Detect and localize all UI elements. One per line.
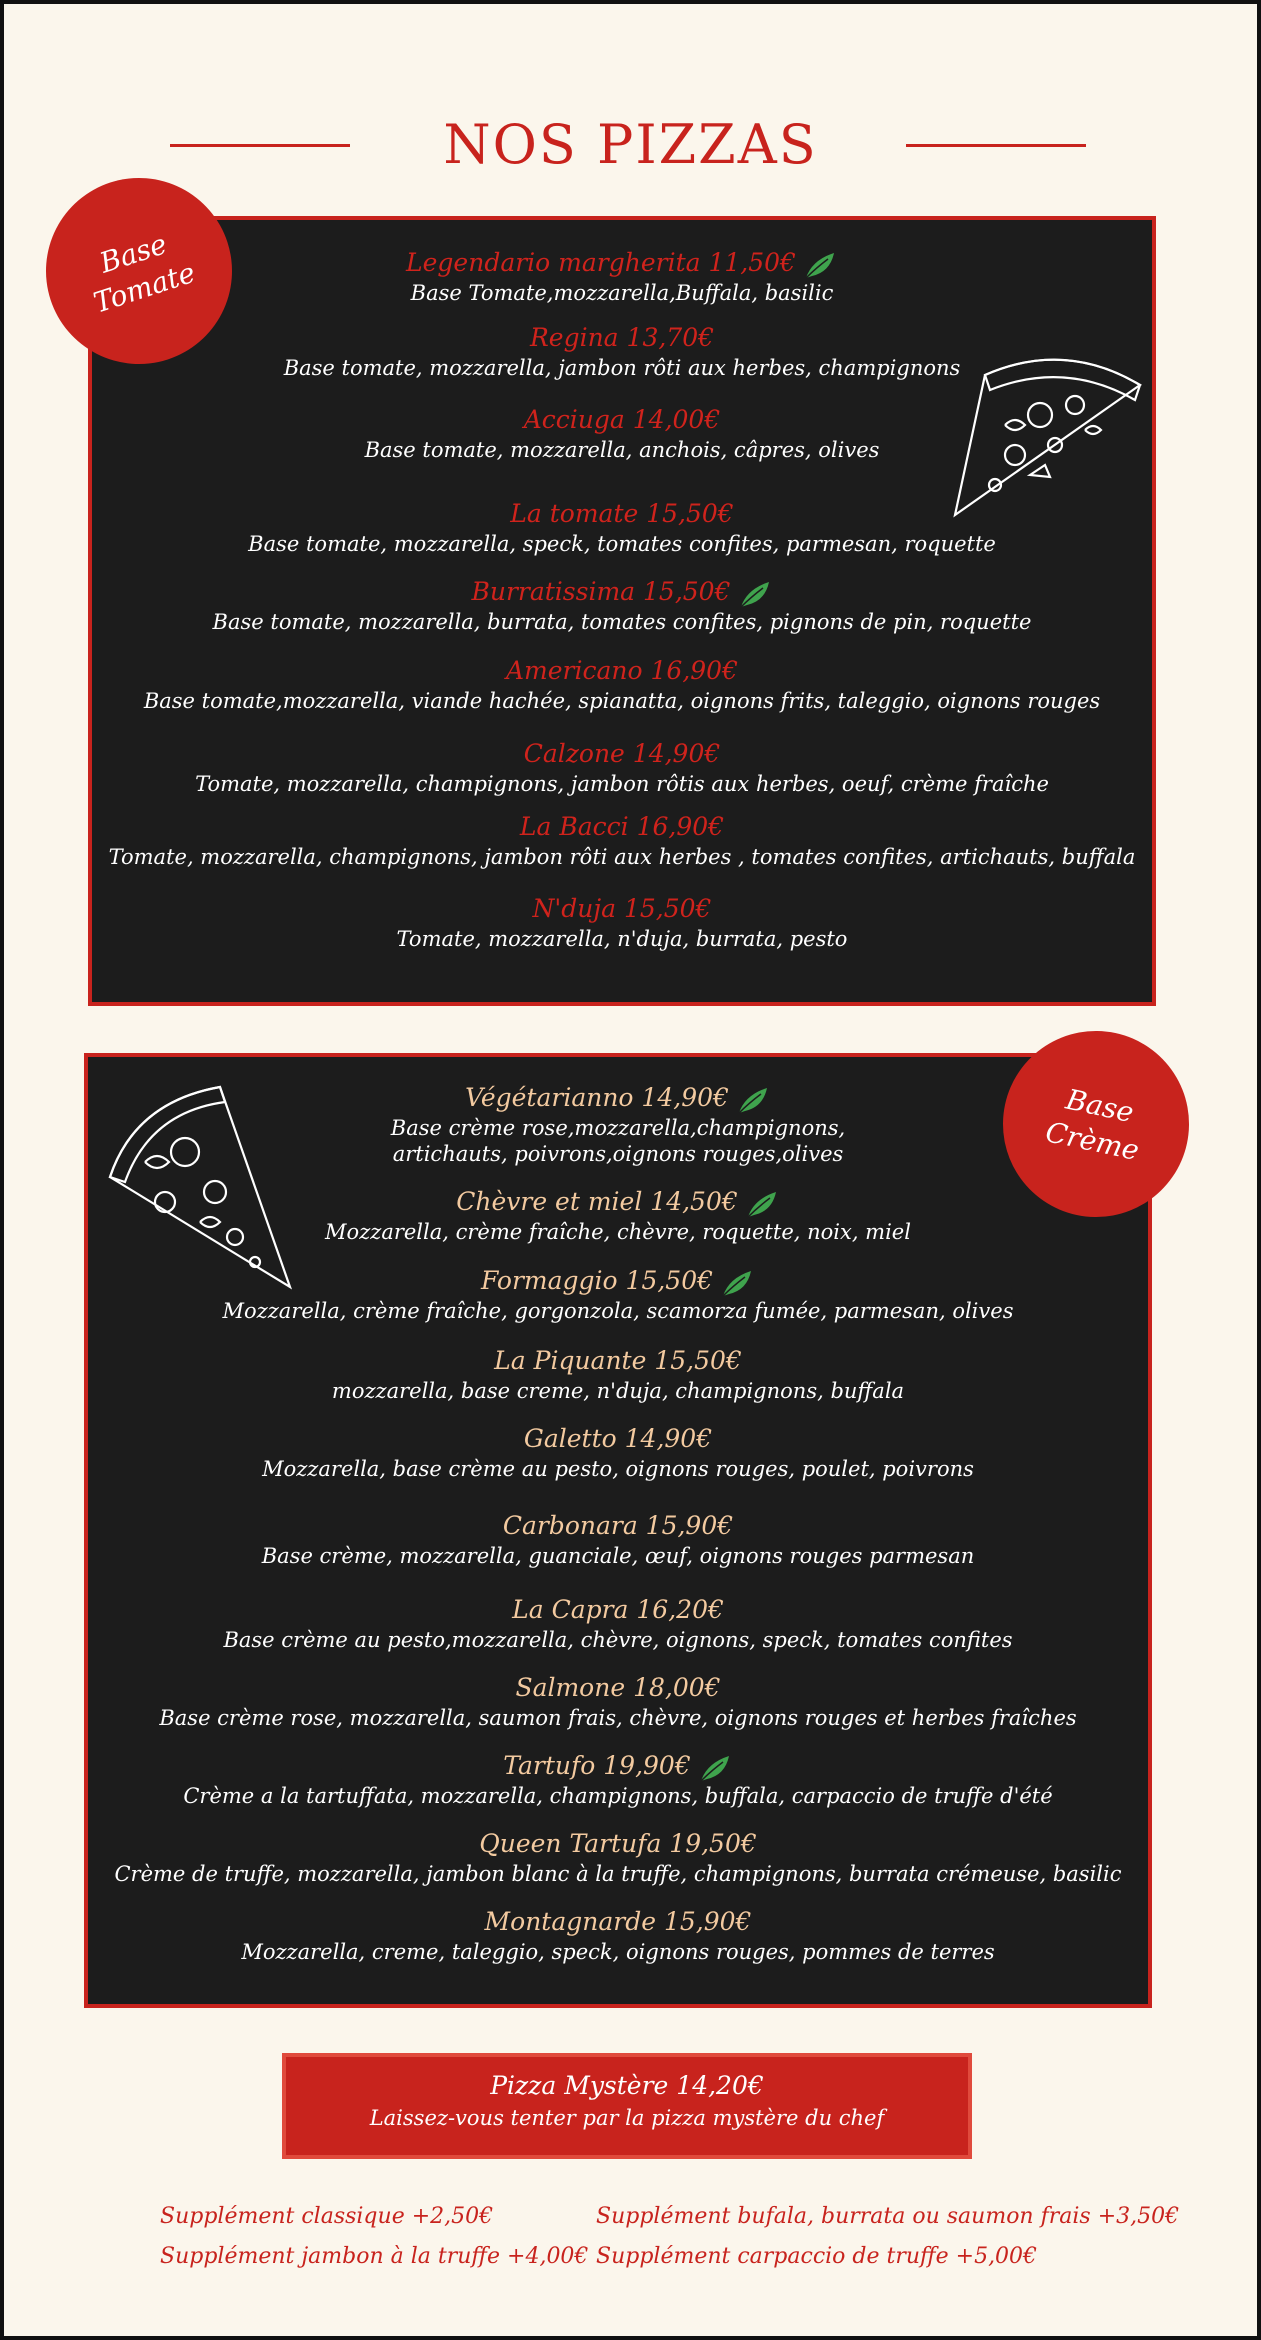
pizza-name <box>92 737 1152 771</box>
pizza-name-text: Acciuga 14,00€ <box>523 405 721 434</box>
panel-base-tomate <box>88 216 1156 1006</box>
title-divider-right <box>906 144 1086 147</box>
pizza-name <box>88 1827 1148 1861</box>
pizza-name <box>88 1344 1148 1378</box>
menu-item <box>92 654 1152 714</box>
pizza-name <box>92 654 1152 688</box>
pizza-description: Mozzarella, creme, taleggio, speck, oignons rouges, pommes de terres <box>241 1940 995 1964</box>
menu-item <box>88 1749 1148 1809</box>
pizza-description: Tomate, mozzarella, champignons, jambon rôti aux herbes , tomates confites, artichauts, buffala <box>108 845 1136 869</box>
pizza-description: Crème de truffe, mozzarella, jambon blanc à la truffe, champignons, burrata crémeuse, basilic <box>114 1862 1122 1886</box>
pizza-name <box>92 892 1152 926</box>
pizza-description: Base crème rose,mozzarella,champignons, artichauts, poivrons,oignons rouges,olives <box>390 1116 846 1166</box>
pizza-description: Mozzarella, crème fraîche, gorgonzola, scamorza fumée, parmesan, olives <box>222 1299 1014 1323</box>
pizza-name <box>88 1905 1148 1939</box>
pizza-description: Mozzarella, crème fraîche, chèvre, roquette, noix, miel <box>325 1220 911 1244</box>
pizza-name-text: La tomate 15,50€ <box>510 499 734 528</box>
supplement-classique: Supplément classique +2,50€ <box>160 2204 494 2229</box>
pizza-description: Base tomate, mozzarella, anchois, câpres, olives <box>364 438 880 462</box>
title-block <box>0 105 1261 185</box>
pizza-name-text: Burratissima 15,50€ <box>471 577 731 606</box>
leaf-icon <box>737 579 773 609</box>
pizza-name-text: Queen Tartufa 19,50€ <box>479 1829 757 1858</box>
pizza-slice-icon <box>945 345 1145 525</box>
menu-item <box>92 892 1152 952</box>
pizza-description: Mozzarella, base crème au pesto, oignons rouges, poulet, poivrons <box>262 1457 974 1481</box>
page-title: NOS PIZZAS <box>443 113 818 176</box>
badge-base-tomate: Base Tomate <box>22 154 256 388</box>
badge-base-creme: Base Crème <box>986 1014 1207 1235</box>
pizza-name <box>88 1422 1148 1456</box>
pizza-name-text: Formaggio 15,50€ <box>480 1266 714 1295</box>
menu-item <box>88 1344 1148 1404</box>
supplement-carpaccio: Supplément carpaccio de truffe +5,00€ <box>596 2244 1038 2269</box>
mystere-name: Pizza Mystère 14,20€ <box>490 2071 764 2100</box>
pizza-name-text: Americano 16,90€ <box>506 656 738 685</box>
pizza-name-text: Regina 13,70€ <box>529 323 715 352</box>
menu-item <box>88 1422 1148 1482</box>
pizza-name <box>88 1509 1148 1543</box>
pizza-name-text: Tartufo 19,90€ <box>503 1751 691 1780</box>
pizza-name-text: La Piquante 15,50€ <box>494 1346 742 1375</box>
pizza-name-text: Végétarianno 14,90€ <box>465 1083 729 1112</box>
leaf-icon <box>802 250 838 280</box>
pizza-description: Base tomate, mozzarella, speck, tomates confites, parmesan, roquette <box>248 532 996 556</box>
pizza-name-text: Montagnarde 15,90€ <box>484 1907 752 1936</box>
pizza-name-text: Galetto 14,90€ <box>523 1424 713 1453</box>
pizza-description: Base tomate, mozzarella, burrata, tomates confites, pignons de pin, roquette <box>212 610 1032 634</box>
pizza-description: Base crème rose, mozzarella, saumon frais, chèvre, oignons rouges et herbes fraîches <box>159 1706 1077 1730</box>
mystere-box <box>282 2053 972 2159</box>
menu-item <box>88 1593 1148 1653</box>
pizza-name <box>88 1593 1148 1627</box>
pizza-name <box>88 1749 1148 1783</box>
mystere-desc: Laissez-vous tenter par la pizza mystère du chef <box>369 2106 885 2130</box>
pizza-description: Base tomate,mozzarella, viande hachée, spianatta, oignons frits, taleggio, oignons rouges <box>143 689 1101 713</box>
pizza-description: Tomate, mozzarella, n'duja, burrata, pesto <box>396 927 848 951</box>
menu-item <box>92 810 1152 870</box>
pizza-name-text: Legendario margherita 11,50€ <box>406 248 796 277</box>
leaf-icon <box>697 1753 733 1783</box>
pizza-slice-icon <box>105 1082 295 1292</box>
menu-item <box>88 1905 1148 1965</box>
pizza-name-text: Carbonara 15,90€ <box>502 1511 734 1540</box>
pizza-description: Base Tomate,mozzarella,Buffala, basilic <box>410 281 834 305</box>
leaf-icon <box>744 1189 780 1219</box>
menu-item <box>88 1827 1148 1887</box>
pizza-name <box>92 810 1152 844</box>
pizza-name-text: Salmone 18,00€ <box>515 1673 721 1702</box>
leaf-icon <box>735 1085 771 1115</box>
pizza-name-text: La Bacci 16,90€ <box>519 812 725 841</box>
supplement-jambon-truffe: Supplément jambon à la truffe +4,00€ <box>160 2244 589 2269</box>
menu-item <box>92 246 1152 306</box>
menu-item <box>92 575 1152 635</box>
pizza-description: Base tomate, mozzarella, jambon rôti aux herbes, champignons <box>283 356 961 380</box>
pizza-description: Tomate, mozzarella, champignons, jambon rôtis aux herbes, oeuf, crème fraîche <box>195 772 1049 796</box>
supplement-bufala: Supplément bufala, burrata ou saumon frais +3,50€ <box>596 2204 1180 2229</box>
pizza-name <box>92 246 1152 280</box>
pizza-description: Base crème au pesto,mozzarella, chèvre, oignons, speck, tomates confites <box>223 1628 1013 1652</box>
menu-item <box>88 1671 1148 1731</box>
leaf-icon <box>719 1268 755 1298</box>
pizza-description: mozzarella, base creme, n'duja, champignons, buffala <box>331 1379 905 1403</box>
pizza-name <box>92 575 1152 609</box>
pizza-name <box>88 1671 1148 1705</box>
menu-item <box>88 1509 1148 1569</box>
pizza-name-text: La Capra 16,20€ <box>512 1595 724 1624</box>
pizza-name-text: N'duja 15,50€ <box>532 894 712 923</box>
pizza-description: Base crème, mozzarella, guanciale, œuf, oignons rouges parmesan <box>261 1544 975 1568</box>
pizza-name-text: Calzone 14,90€ <box>523 739 721 768</box>
pizza-description: Crème a la tartuffata, mozzarella, champignons, buffala, carpaccio de truffe d'été <box>183 1784 1053 1808</box>
pizza-name-text: Chèvre et miel 14,50€ <box>456 1187 738 1216</box>
menu-item <box>92 737 1152 797</box>
